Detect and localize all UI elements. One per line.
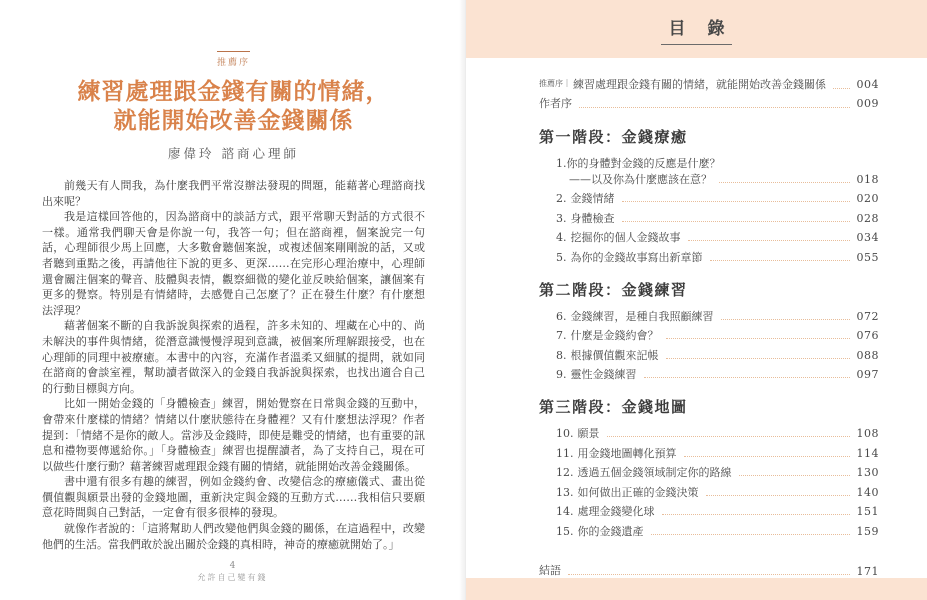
toc-item-page: 159 [856,524,879,538]
toc-item-label: 處理金錢變化球 [577,505,655,519]
preface-title-line2: 就能開始改善金錢關係 [113,107,354,134]
toc-item[interactable] [556,368,879,381]
page-footer [0,560,465,584]
preface-body [42,178,425,552]
dotted-leader [684,456,850,457]
footer-band [466,578,927,600]
toc-item-page: 114 [856,446,879,460]
paragraph: 就像作者說的：「這將幫助人們改變他們與金錢的關係，在這過程中，改變他們的生活。當我們敢於說出關於金錢的真相時，神奇的療癒就開始了。」 [42,522,425,551]
toc-page [465,0,927,600]
toc-item-label: 為你的金錢故事寫出新章節 [570,250,703,264]
dotted-leader [666,358,850,359]
toc-section [539,279,879,382]
toc-item-label: 挖掘你的個人金錢故事 [570,231,681,245]
toc-front-matter [539,78,879,111]
toc-item[interactable] [556,505,879,518]
dotted-leader [739,475,850,476]
toc-section-heading: 第一階段：金錢療癒 [539,127,688,146]
toc-item[interactable] [556,447,879,460]
dotted-leader [688,240,850,241]
dotted-leader [644,377,850,378]
preface-title [42,77,425,135]
toc-content [466,58,927,578]
toc-item-number: 8. [556,348,567,362]
toc-item-label: 身體檢查 [570,211,615,225]
toc-item-number: 5. [556,250,567,264]
toc-item-label: 透過五個金錢領域制定你的路線 [577,466,732,480]
toc-item[interactable] [556,486,879,499]
toc-item-number: 9. [556,368,567,382]
toc-item-page: 097 [856,368,879,382]
toc-item[interactable] [556,192,879,205]
toc-item-label: 你的身體對金錢的反應是什麼？ [566,156,721,170]
toc-item-page: 009 [856,96,879,110]
toc-item-page: 004 [856,77,879,91]
paragraph: 前幾天有人問我，為什麼我們平常沒辦法發現的問題，能藉著心理諮商找出來呢？ [42,179,425,208]
toc-item-number: 11. [556,446,574,460]
toc-item-number: 1. [556,156,567,170]
dotted-leader [622,221,850,222]
paragraph: 我是這樣回答他的，因為諮商中的談話方式，跟平常聊天對話的方式很不一樣。通常我們聊天會是你說一句，我答一句；但在諮商裡，個案說完一句話，心理師很少馬上回應，大多數會聽個案說，或複述個案剛剛說的話，又或者聽到重點之後，再請他往下說的更多、更深……在完形心理治療中，心理師還會關注個案的聲音、肢體與表情，觀察細微的變化並反映給個案，讓個案有更多的覺察。特別是有情緒時，去感覺自己怎麼了？正在發生什麼？有什麼想法浮現？ [42,210,425,317]
toc-item[interactable] [556,427,879,440]
toc-front-matter-item[interactable] [539,97,879,111]
toc-item-page: 028 [856,211,879,225]
toc-item[interactable] [556,231,879,244]
toc-item-label: 練習處理跟金錢有關的情緒，就能開始改善金錢關係 [573,77,826,91]
dotted-leader [706,495,850,496]
toc-item-number: 14. [556,505,574,519]
dotted-leader [719,182,850,183]
toc-section [539,396,879,538]
toc-item-number: 12. [556,466,574,480]
running-title: 允許自己變有錢 [197,573,268,582]
toc-item-page: 072 [856,309,879,323]
toc-item-page: 034 [856,231,879,245]
toc-item-label: 根據價值觀來記帳 [570,348,659,362]
toc-item-number: 10. [556,427,574,441]
toc-item-number: 4. [556,231,567,245]
dotted-leader [607,436,850,437]
toc-item-page: 076 [856,329,879,343]
toc-item-label: 金錢情緒 [570,192,615,206]
toc-item[interactable] [556,466,879,479]
paragraph: 藉著個案不斷的自我訴說與探索的過程，許多未知的、埋藏在心中的、尚未解決的事件與情緒，從潛意識慢慢浮現到意識，被個案所理解跟接受，也在心理師的同理中被療癒。本書中的內容，充滿作者溫柔又細膩的提問，就如同在諮商的會談室裡，幫助讀者做深入的金錢自我訴說與探索，也找出適合自己的行動目標與方向。 [42,319,425,395]
toc-item-page: 130 [856,466,879,480]
toc-item-number: 15. [556,524,574,538]
toc-item-label: 金錢練習，是種自我照顧練習 [570,309,714,323]
toc-item-label: 如何做出正確的金錢決策 [577,485,699,499]
toc-section [539,126,879,264]
dotted-leader [622,201,850,202]
toc-item-number: 3. [556,211,567,225]
toc-title: 目 錄 [661,14,733,45]
dotted-leader [568,574,850,575]
paragraph: 比如一開始金錢的「身體檢查」練習，開始覺察在日常與金錢的互動中，會帶來什麼樣的情緒？情緒以什麼狀態待在身體裡？又有什麼想法浮現？作者提到：「情緒不是你的敵人。當涉及金錢時，即使是難受的情緒，也有重要的訊息和禮物要傳遞給你。」「身體檢查」練習也提醒讀者，為了支持自己，現在可以做些什麼行動？藉著練習處理跟金錢有關的情緒，就能開始改善金錢關係。 [42,397,425,473]
author-byline: 廖偉玲 諮商心理師 [168,146,299,161]
toc-item-label: 作者序 [539,96,572,110]
toc-item-label: 你的金錢遺產 [577,524,644,538]
toc-item-label: 靈性金錢練習 [570,368,637,382]
toc-item-ending[interactable] [539,562,879,578]
toc-item[interactable] [556,310,879,323]
preface-label: 推薦序 [217,51,250,68]
toc-header-band [466,0,927,58]
preface-title-line1: 練習處理跟金錢有關的情緒， [77,78,390,105]
toc-item[interactable] [556,251,879,264]
toc-item-label: 用金錢地圖轉化預算 [577,446,677,460]
toc-item[interactable] [556,212,879,225]
toc-item[interactable] [556,349,879,362]
toc-item-page: 020 [856,192,879,206]
toc-front-matter-item[interactable] [539,78,879,92]
toc-item-label: 什麼是金錢約會？ [570,329,659,343]
toc-item-number: 2. [556,192,567,206]
toc-item-subtitle: ——以及你為什麼應該在意？ [569,172,712,186]
page-number: 4 [229,561,236,571]
dotted-leader [710,260,850,261]
toc-item-page: 108 [856,427,879,441]
toc-item-page: 055 [856,250,879,264]
toc-item-title-line[interactable] [556,157,879,170]
toc-section-heading: 第三階段：金錢地圖 [539,398,688,417]
dotted-leader [666,338,850,339]
toc-item-page: 088 [856,348,879,362]
toc-item-number: 13. [556,485,574,499]
preface-label-wrap [42,50,425,69]
toc-sections [539,126,879,538]
dotted-leader [833,88,850,89]
toc-item-page: 018 [856,172,879,186]
toc-item[interactable] [556,173,879,186]
toc-item-page: 151 [856,505,879,519]
toc-item-page: 171 [856,564,879,578]
dotted-leader [721,319,850,320]
toc-item-number: 7. [556,329,567,343]
toc-item[interactable] [556,329,879,342]
dotted-leader [662,514,850,515]
dotted-leader [651,534,850,535]
toc-item[interactable] [556,525,879,538]
toc-item-label: 結語 [539,563,561,577]
dotted-leader [579,107,850,108]
toc-item-number: 6. [556,309,567,323]
toc-item-prefix: 推薦序｜ [539,78,571,88]
paragraph: 書中還有很多有趣的練習，例如金錢約會、改變信念的療癒儀式、畫出從價值觀與願景出發的金錢地圖，重新決定與金錢的互動方式……我相信只要願意花時間與自己對話，一定會有很多很棒的發現。 [42,475,425,520]
toc-item-label: 願景 [577,427,600,441]
toc-item-page: 140 [856,485,879,499]
toc-section-heading: 第二階段：金錢練習 [539,280,688,299]
